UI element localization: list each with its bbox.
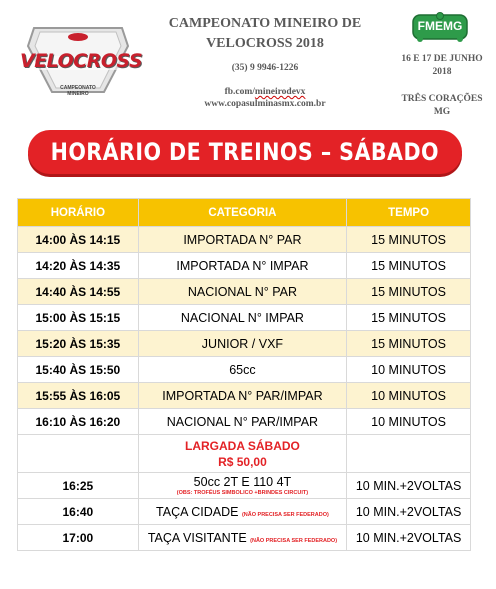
race-category: TAÇA CIDADE bbox=[156, 504, 239, 519]
fmemg-text: FMEMG bbox=[417, 19, 463, 33]
row-duration: 15 MINUTOS bbox=[347, 253, 471, 279]
row-time: 15:55 ÀS 16:05 bbox=[18, 383, 139, 409]
table-row bbox=[18, 305, 471, 331]
race-duration: 10 MIN.+2VOLTAS bbox=[347, 499, 471, 525]
row-time: 14:20 ÀS 14:35 bbox=[18, 253, 139, 279]
row-time: 14:00 ÀS 14:15 bbox=[18, 227, 139, 253]
table-row bbox=[18, 253, 471, 279]
logo-brand-text: VELOCROSS bbox=[20, 50, 143, 72]
logo-sub-line2: MINEIRO bbox=[67, 91, 89, 97]
largada-title: LARGADA SÁBADO bbox=[184, 438, 300, 453]
training-schedule-table bbox=[17, 198, 471, 551]
logo-sub-line1: CAMPEONATO bbox=[60, 85, 96, 91]
row-duration: 10 MINUTOS bbox=[347, 409, 471, 435]
row-category: IMPORTADA N° PAR bbox=[138, 227, 346, 253]
row-time: 15:00 ÀS 15:15 bbox=[18, 305, 139, 331]
largada-price: R$ 50,00 bbox=[218, 454, 267, 469]
schedule-banner bbox=[28, 130, 462, 174]
race-note: (NÃO PRECISA SER FEDERADO) bbox=[241, 511, 329, 518]
event-location-line2: MG bbox=[433, 107, 451, 117]
table-header-row bbox=[18, 199, 471, 227]
table-row bbox=[18, 331, 471, 357]
table-row bbox=[18, 383, 471, 409]
event-dates-line2: 2018 bbox=[432, 67, 452, 77]
race-category-cell bbox=[138, 499, 346, 525]
race-row bbox=[18, 473, 471, 499]
row-duration: 15 MINUTOS bbox=[347, 227, 471, 253]
race-category-cell bbox=[138, 525, 346, 551]
row-category: IMPORTADA N° IMPAR bbox=[138, 253, 346, 279]
race-category-cell bbox=[138, 473, 346, 499]
header-categoria: CATEGORIA bbox=[138, 199, 346, 227]
row-category: JUNIOR / VXF bbox=[138, 331, 346, 357]
table-row bbox=[18, 227, 471, 253]
race-duration: 10 MIN.+2VOLTAS bbox=[347, 525, 471, 551]
row-category: NACIONAL N° PAR bbox=[138, 279, 346, 305]
race-note: (NÃO PRECISA SER FEDERADO) bbox=[250, 537, 338, 544]
row-duration: 10 MINUTOS bbox=[347, 383, 471, 409]
row-time: 14:40 ÀS 14:55 bbox=[18, 279, 139, 305]
race-category: TAÇA VISITANTE bbox=[147, 530, 247, 545]
race-time: 16:40 bbox=[18, 499, 139, 525]
row-category: 65cc bbox=[138, 357, 346, 383]
event-title-line1: CAMPEONATO MINEIRO DE bbox=[168, 16, 362, 31]
row-duration: 15 MINUTOS bbox=[347, 331, 471, 357]
event-dates-line1: 16 E 17 DE JUNHO bbox=[401, 54, 483, 64]
facebook-handle: mineirodevx bbox=[254, 87, 306, 97]
race-row bbox=[18, 499, 471, 525]
row-time: 15:20 ÀS 15:35 bbox=[18, 331, 139, 357]
row-duration: 10 MINUTOS bbox=[347, 357, 471, 383]
website-link[interactable]: www.copasulminasmx.com.br bbox=[204, 99, 326, 109]
race-category: 50cc 2T E 110 4T bbox=[193, 474, 292, 489]
velocross-logo bbox=[20, 22, 143, 98]
row-duration: 15 MINUTOS bbox=[347, 279, 471, 305]
header-horario: HORÁRIO bbox=[18, 199, 139, 227]
row-category: IMPORTADA N° PAR/IMPAR bbox=[138, 383, 346, 409]
banner-title: HORÁRIO DE TREINOS – SÁBADO bbox=[50, 138, 440, 166]
table-row bbox=[18, 409, 471, 435]
largada-row bbox=[18, 435, 471, 473]
row-duration: 15 MINUTOS bbox=[347, 305, 471, 331]
logo-subtitle bbox=[58, 85, 98, 97]
table-row bbox=[18, 357, 471, 383]
largada-info bbox=[138, 435, 346, 473]
table-row bbox=[18, 279, 471, 305]
row-time: 16:10 ÀS 16:20 bbox=[18, 409, 139, 435]
row-category: NACIONAL N° PAR/IMPAR bbox=[138, 409, 346, 435]
event-location-line1: TRÊS CORAÇÕES bbox=[401, 94, 483, 104]
facebook-prefix: fb.com/ bbox=[224, 87, 255, 97]
race-time: 16:25 bbox=[18, 473, 139, 499]
race-note: (OBS: TROFÉUS SIMBOLICO +BRINDES CIRCUIT) bbox=[176, 489, 309, 496]
facebook-link[interactable] bbox=[150, 87, 380, 97]
header-info bbox=[150, 14, 380, 109]
race-time: 17:00 bbox=[18, 525, 139, 551]
row-category: NACIONAL N° IMPAR bbox=[138, 305, 346, 331]
race-row bbox=[18, 525, 471, 551]
row-time: 15:40 ÀS 15:50 bbox=[18, 357, 139, 383]
header-tempo: TEMPO bbox=[347, 199, 471, 227]
phone-number: (35) 9 9946-1226 bbox=[231, 63, 299, 73]
event-title-line2: VELOCROSS 2018 bbox=[206, 36, 324, 51]
race-duration: 10 MIN.+2VOLTAS bbox=[347, 473, 471, 499]
event-date-location bbox=[392, 53, 492, 119]
largada-empty-time bbox=[18, 435, 139, 473]
fmemg-logo bbox=[412, 12, 468, 42]
largada-empty-duration bbox=[347, 435, 471, 473]
